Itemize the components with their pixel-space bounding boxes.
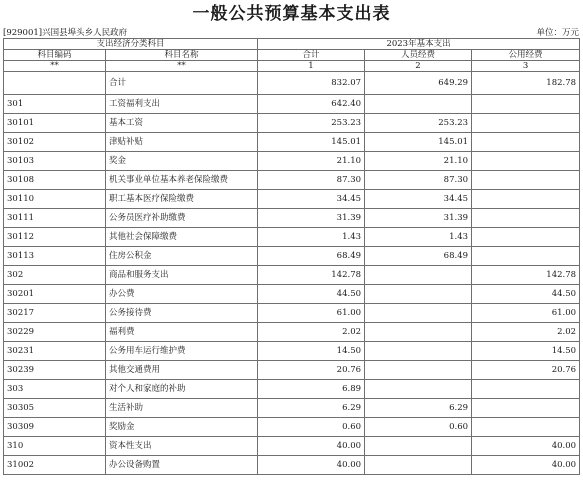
budget-table xyxy=(3,38,580,475)
table-row xyxy=(4,456,580,475)
row-personnel xyxy=(365,266,472,285)
table-row xyxy=(4,323,580,342)
table-row xyxy=(4,133,580,152)
row-personnel xyxy=(365,342,472,361)
row-personnel xyxy=(365,437,472,456)
row-personnel: 21.10 xyxy=(365,152,472,171)
row-personnel xyxy=(365,361,472,380)
header-group-year: 2023年基本支出 xyxy=(258,39,580,50)
row-name: 公务用车运行维护费 xyxy=(106,342,258,361)
table-row xyxy=(4,304,580,323)
header-row-group xyxy=(4,39,580,50)
row-name: 住房公积金 xyxy=(106,247,258,266)
row-public xyxy=(472,171,580,190)
row-name: 机关事业单位基本养老保险缴费 xyxy=(106,171,258,190)
table-row xyxy=(4,209,580,228)
row-public xyxy=(472,114,580,133)
row-code: 30113 xyxy=(4,247,106,266)
row-public: 40.00 xyxy=(472,437,580,456)
row-code: 31002 xyxy=(4,456,106,475)
row-name: 津贴补贴 xyxy=(106,133,258,152)
table-row xyxy=(4,247,580,266)
row-total: 40.00 xyxy=(258,456,365,475)
header-col-name: 科目名称 xyxy=(106,50,258,61)
row-personnel: 0.60 xyxy=(365,418,472,437)
table-row xyxy=(4,266,580,285)
table-row xyxy=(4,152,580,171)
table-row xyxy=(4,228,580,247)
page-title: 一般公共预算基本支出表 xyxy=(192,4,391,24)
row-public xyxy=(472,380,580,399)
row-code: 30231 xyxy=(4,342,106,361)
row-total: 0.60 xyxy=(258,418,365,437)
table-row xyxy=(4,399,580,418)
row-code: 30103 xyxy=(4,152,106,171)
row-code: 30217 xyxy=(4,304,106,323)
row-personnel: 68.49 xyxy=(365,247,472,266)
row-total: 14.50 xyxy=(258,342,365,361)
row-personnel xyxy=(365,95,472,114)
total-code xyxy=(4,72,106,95)
marker-name: ** xyxy=(106,61,258,72)
row-code: 30229 xyxy=(4,323,106,342)
row-personnel xyxy=(365,323,472,342)
row-total: 1.43 xyxy=(258,228,365,247)
row-public xyxy=(472,399,580,418)
table-row xyxy=(4,285,580,304)
row-name: 办公费 xyxy=(106,285,258,304)
header-col-personnel: 人员经费 xyxy=(365,50,472,61)
table-row xyxy=(4,418,580,437)
total-personnel: 649.29 xyxy=(365,72,472,95)
row-public xyxy=(472,247,580,266)
row-code: 30201 xyxy=(4,285,106,304)
index-personnel: 2 xyxy=(365,61,472,72)
row-total: 20.76 xyxy=(258,361,365,380)
row-public xyxy=(472,133,580,152)
row-public: 20.76 xyxy=(472,361,580,380)
row-personnel: 6.29 xyxy=(365,399,472,418)
row-code: 30102 xyxy=(4,133,106,152)
row-name: 商品和服务支出 xyxy=(106,266,258,285)
row-total: 68.49 xyxy=(258,247,365,266)
marker-code: ** xyxy=(4,61,106,72)
row-name: 其他交通费用 xyxy=(106,361,258,380)
row-personnel: 31.39 xyxy=(365,209,472,228)
row-code: 303 xyxy=(4,380,106,399)
table-row xyxy=(4,437,580,456)
row-name: 工资福利支出 xyxy=(106,95,258,114)
row-public: 40.00 xyxy=(472,456,580,475)
row-total: 642.40 xyxy=(258,95,365,114)
total-public: 182.78 xyxy=(472,72,580,95)
row-personnel xyxy=(365,285,472,304)
table-row xyxy=(4,171,580,190)
row-name: 福利费 xyxy=(106,323,258,342)
header-col-code: 科目编码 xyxy=(4,50,106,61)
row-name: 奖金 xyxy=(106,152,258,171)
row-total: 31.39 xyxy=(258,209,365,228)
row-personnel xyxy=(365,380,472,399)
row-personnel: 253.23 xyxy=(365,114,472,133)
row-public: 14.50 xyxy=(472,342,580,361)
row-public xyxy=(472,418,580,437)
row-name: 办公设备购置 xyxy=(106,456,258,475)
table-row xyxy=(4,380,580,399)
row-public: 44.50 xyxy=(472,285,580,304)
row-name: 基本工资 xyxy=(106,114,258,133)
row-total: 6.89 xyxy=(258,380,365,399)
row-name: 其他社会保障缴费 xyxy=(106,228,258,247)
row-total: 6.29 xyxy=(258,399,365,418)
row-code: 30101 xyxy=(4,114,106,133)
total-amount: 832.07 xyxy=(258,72,365,95)
row-public: 61.00 xyxy=(472,304,580,323)
total-row xyxy=(4,72,580,95)
header-col-public: 公用经费 xyxy=(472,50,580,61)
row-total: 145.01 xyxy=(258,133,365,152)
organization-label: [929001]兴国县埠头乡人民政府 xyxy=(3,28,128,38)
header-row-index xyxy=(4,61,580,72)
header-col-total: 合计 xyxy=(258,50,365,61)
row-name: 职工基本医疗保险缴费 xyxy=(106,190,258,209)
header-group-classification: 支出经济分类科目 xyxy=(4,39,258,50)
row-name: 对个人和家庭的补助 xyxy=(106,380,258,399)
row-total: 87.30 xyxy=(258,171,365,190)
row-code: 30112 xyxy=(4,228,106,247)
table-row xyxy=(4,190,580,209)
table-row xyxy=(4,114,580,133)
row-total: 61.00 xyxy=(258,304,365,323)
header-row-columns xyxy=(4,50,580,61)
row-total: 21.10 xyxy=(258,152,365,171)
row-personnel: 34.45 xyxy=(365,190,472,209)
row-total: 40.00 xyxy=(258,437,365,456)
row-name: 奖励金 xyxy=(106,418,258,437)
row-code: 30305 xyxy=(4,399,106,418)
row-personnel xyxy=(365,304,472,323)
row-code: 30309 xyxy=(4,418,106,437)
row-code: 310 xyxy=(4,437,106,456)
row-name: 公务接待费 xyxy=(106,304,258,323)
row-code: 30108 xyxy=(4,171,106,190)
table-row xyxy=(4,95,580,114)
row-total: 34.45 xyxy=(258,190,365,209)
index-public: 3 xyxy=(472,61,580,72)
row-personnel: 1.43 xyxy=(365,228,472,247)
row-personnel: 87.30 xyxy=(365,171,472,190)
row-public xyxy=(472,152,580,171)
row-personnel: 145.01 xyxy=(365,133,472,152)
row-total: 253.23 xyxy=(258,114,365,133)
row-public xyxy=(472,228,580,247)
row-total: 142.78 xyxy=(258,266,365,285)
row-public xyxy=(472,95,580,114)
row-total: 44.50 xyxy=(258,285,365,304)
unit-label: 单位：万元 xyxy=(536,28,579,38)
total-name: 合计 xyxy=(106,72,258,95)
row-code: 30239 xyxy=(4,361,106,380)
row-name: 生活补助 xyxy=(106,399,258,418)
row-name: 公务员医疗补助缴费 xyxy=(106,209,258,228)
row-public: 2.02 xyxy=(472,323,580,342)
row-code: 302 xyxy=(4,266,106,285)
row-total: 2.02 xyxy=(258,323,365,342)
table-row xyxy=(4,361,580,380)
row-personnel xyxy=(365,456,472,475)
row-code: 30110 xyxy=(4,190,106,209)
row-public xyxy=(472,190,580,209)
index-total: 1 xyxy=(258,61,365,72)
row-code: 301 xyxy=(4,95,106,114)
row-code: 30111 xyxy=(4,209,106,228)
row-public xyxy=(472,209,580,228)
table-row xyxy=(4,342,580,361)
row-name: 资本性支出 xyxy=(106,437,258,456)
row-public: 142.78 xyxy=(472,266,580,285)
